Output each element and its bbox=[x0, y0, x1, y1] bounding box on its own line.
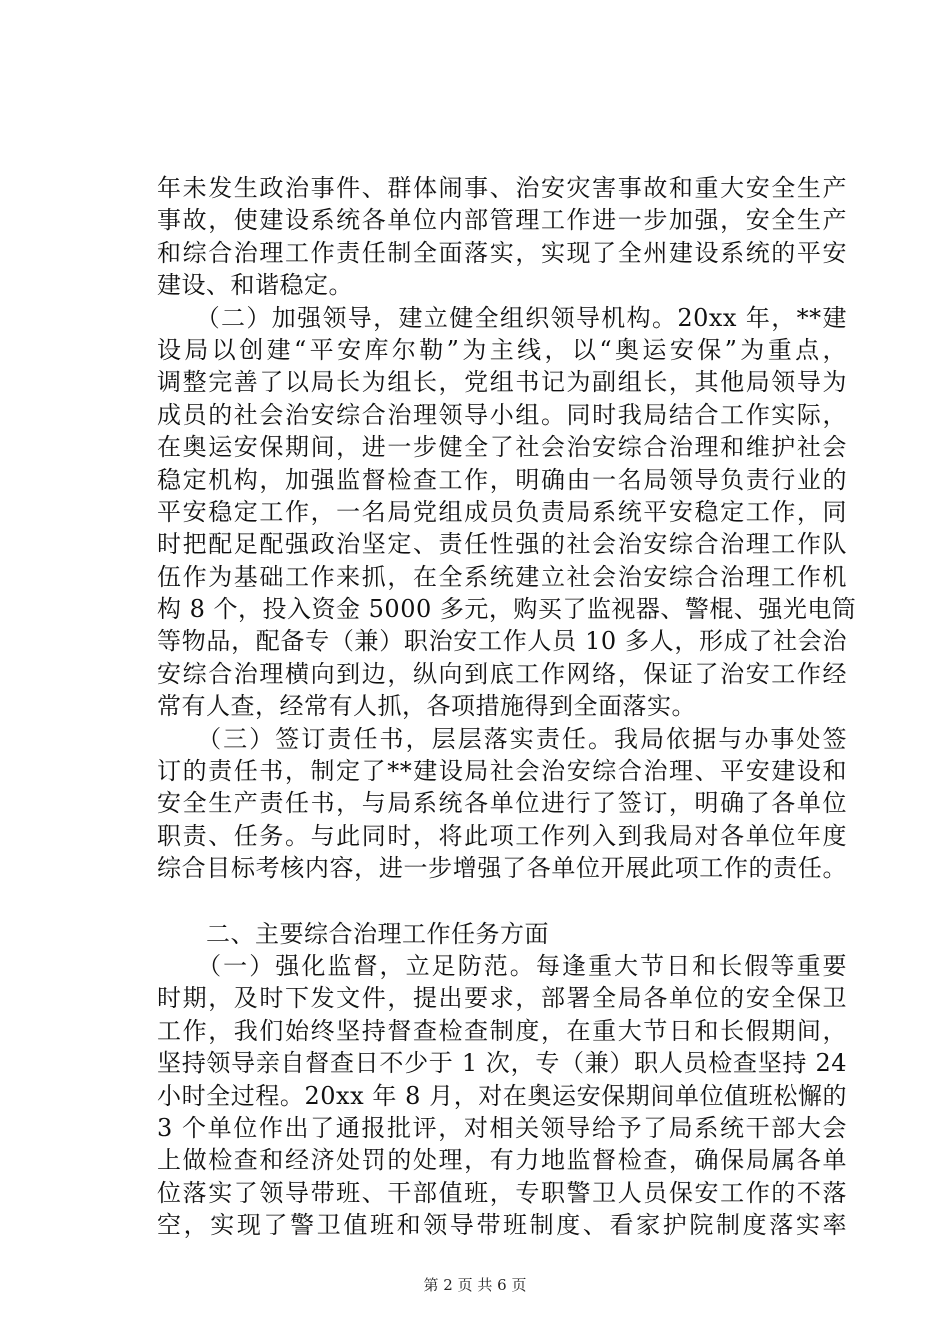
text-line: 在奥运安保期间，进一步健全了社会治安综合治理和维护社会 bbox=[157, 433, 847, 462]
text-line: 职责、任务。与此同时，将此项工作列入到我局对各单位年度 bbox=[157, 821, 847, 850]
text-line: 时期，及时下发文件，提出要求，部署全局各单位的安全保卫 bbox=[157, 984, 847, 1013]
text-line: 时把配足配强政治坚定、责任性强的社会治安综合治理工作队 bbox=[157, 530, 847, 559]
document-body bbox=[157, 172, 857, 1242]
text-line: 小时全过程。20xx 年 8 月，对在奥运安保期间单位值班松懈的 bbox=[157, 1081, 847, 1110]
text-line: （三）签订责任书，层层落实责任。我局依据与办事处签 bbox=[157, 724, 847, 753]
text-line: 成员的社会治安综合治理领导小组。同时我局结合工作实际， bbox=[157, 400, 847, 429]
text-line: 构 8 个，投入资金 5000 多元，购买了监视器、警棍、强光电筒 bbox=[157, 595, 857, 624]
text-line: 设局以创建“平安库尔勒”为主线，以“奥运安保”为重点， bbox=[157, 335, 847, 364]
text-line: （二）加强领导，建立健全组织领导机构。20xx 年，**建 bbox=[157, 303, 847, 332]
text-line: 等物品，配备专（兼）职治安工作人员 10 多人，形成了社会治 bbox=[157, 627, 847, 656]
text-line: 年未发生政治事件、群体闹事、治安灾害事故和重大安全生产 bbox=[157, 174, 847, 202]
page-number-footer: 第 2 页 共 6 页 bbox=[423, 1276, 527, 1294]
text-line: 平安稳定工作，一名局党组成员负责局系统平安稳定工作，同 bbox=[157, 497, 847, 526]
text-line: 安综合治理横向到边，纵向到底工作网络，保证了治安工作经 bbox=[157, 659, 847, 688]
text-line: 建设、和谐稳定。 bbox=[157, 271, 353, 300]
text-line: 常有人查，经常有人抓，各项措施得到全面落实。 bbox=[157, 692, 696, 721]
text-line: 事故，使建设系统各单位内部管理工作进一步加强，安全生产 bbox=[157, 206, 847, 235]
text-line: 综合目标考核内容，进一步增强了各单位开展此项工作的责任。 bbox=[157, 854, 847, 883]
text-line: 3 个单位作出了通报批评，对相关领导给予了局系统干部大会 bbox=[157, 1113, 847, 1142]
paragraph-gap bbox=[157, 885, 847, 918]
section-heading: 二、主要综合治理工作任务方面 bbox=[157, 919, 549, 948]
text-line: 调整完善了以局长为组长，党组书记为副组长，其他局领导为 bbox=[157, 368, 847, 397]
text-line: 空，实现了警卫值班和领导带班制度、看家护院制度落实率 bbox=[157, 1211, 847, 1240]
text-line: 工作，我们始终坚持督查检查制度，在重大节日和长假期间， bbox=[157, 1016, 847, 1045]
text-line: 伍作为基础工作来抓，在全系统建立社会治安综合治理工作机 bbox=[157, 562, 847, 591]
text-line: 坚持领导亲自督查日不少于 1 次，专（兼）职人员检查坚持 24 bbox=[157, 1049, 847, 1078]
text-line: 上做检查和经济处罚的处理，有力地监督检查，确保局属各单 bbox=[157, 1146, 847, 1175]
text-line: （一）强化监督，立足防范。每逢重大节日和长假等重要 bbox=[157, 951, 847, 980]
text-line: 和综合治理工作责任制全面落实，实现了全州建设系统的平安 bbox=[157, 238, 847, 267]
text-line: 位落实了领导带班、干部值班，专职警卫人员保安工作的不落 bbox=[157, 1178, 847, 1207]
text-line: 稳定机构，加强监督检查工作，明确由一名局领导负责行业的 bbox=[157, 465, 847, 494]
text-line: 订的责任书，制定了**建设局社会治安综合治理、平安建设和 bbox=[157, 757, 847, 786]
text-line: 安全生产责任书，与局系统各单位进行了签订，明确了各单位 bbox=[157, 789, 847, 818]
